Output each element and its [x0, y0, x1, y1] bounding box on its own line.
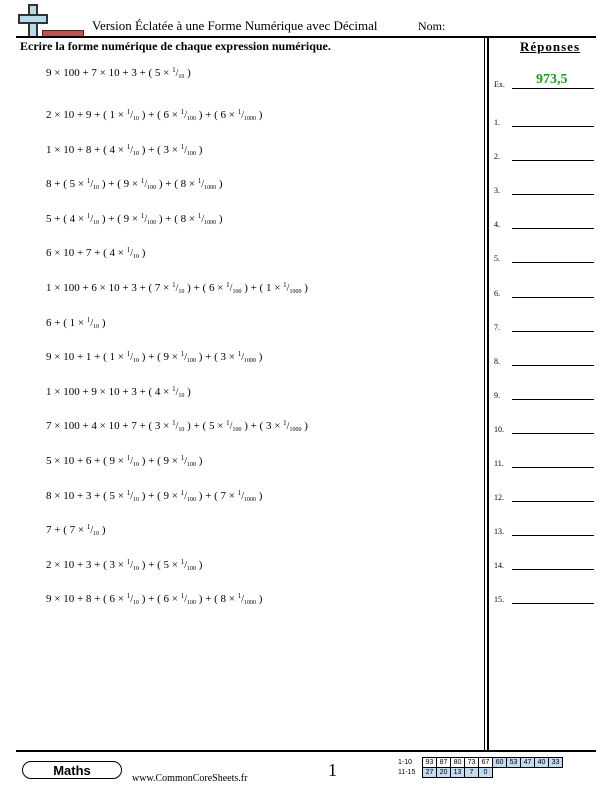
fraction-denominator: 10 — [93, 185, 100, 192]
expression-text: 5 + ( 4 × — [46, 212, 87, 225]
answer-row — [494, 352, 594, 366]
example-answer-label: Ex. — [494, 80, 505, 89]
expression-text: ) — [301, 420, 308, 433]
problem-expression — [46, 592, 262, 606]
answer-number: 2. — [494, 152, 500, 162]
answer-number: 15. — [494, 595, 504, 605]
fraction-numerator: 1 — [180, 592, 185, 601]
fraction-denominator: 100 — [187, 600, 197, 607]
fraction: $^1/_{10}$ — [126, 557, 140, 572]
fraction-denominator: 10 — [93, 531, 100, 538]
score-cell: 80 — [451, 758, 465, 768]
fraction: $^1/_{10}$ — [126, 592, 140, 607]
problem-expression — [46, 316, 106, 330]
fraction: $^1/_{10}$ — [86, 523, 100, 538]
fraction-denominator: 100 — [232, 427, 242, 434]
fraction-numerator: 1 — [180, 142, 185, 151]
expression-text: 2 × 10 + 3 + ( 3 × — [46, 558, 127, 571]
fraction-numerator: 1 — [180, 557, 185, 566]
fraction-denominator: 10 — [133, 600, 140, 607]
fraction-numerator: 1 — [86, 177, 91, 186]
answer-line[interactable] — [512, 569, 594, 570]
fraction: $^1/_{10}$ — [86, 315, 100, 330]
score-cell: 27 — [423, 768, 437, 778]
problem-expression — [46, 212, 223, 226]
fraction: $^1/_{10}$ — [172, 384, 185, 399]
expression-text: ) + ( 5 × — [139, 558, 181, 571]
logo-plus-horizontal — [18, 14, 48, 24]
answer-row — [494, 181, 594, 195]
fraction-denominator: 100 — [147, 219, 157, 226]
fraction: $^1/_{10}$ — [172, 66, 185, 80]
problem-expression — [46, 419, 308, 433]
expression-text: ) — [256, 489, 263, 502]
answer-line[interactable] — [512, 433, 594, 434]
fraction: $^1/_{1000}$ — [197, 211, 217, 226]
fraction: $^1/_{10}$ — [126, 350, 140, 365]
fraction-numerator: 1 — [126, 454, 131, 462]
fraction-numerator: 1 — [283, 419, 287, 428]
name-label: Nom: — [418, 19, 446, 33]
problem-expression — [46, 350, 262, 364]
problem-expression — [46, 454, 202, 468]
problem-expression — [46, 66, 191, 80]
answer-line[interactable] — [512, 228, 594, 229]
fraction-denominator: 100 — [187, 565, 197, 572]
expression-text: ) — [196, 455, 203, 467]
fraction-numerator: 1 — [126, 246, 131, 255]
fraction-numerator: 1 — [226, 281, 230, 289]
fraction-denominator: 1000 — [244, 600, 257, 607]
expression-text: ) — [196, 558, 203, 571]
expression-text: 2 × 10 + 9 + ( 1 × — [46, 109, 127, 121]
expression-text: 9 × 10 + 1 + ( 1 × — [46, 351, 127, 364]
footer-rule — [16, 750, 596, 752]
expression-text: ) + ( 3 × — [139, 143, 181, 156]
fraction-numerator: 1 — [226, 419, 230, 428]
fraction-denominator: 10 — [178, 392, 185, 399]
answer-row — [494, 590, 594, 604]
fraction-numerator: 1 — [126, 108, 131, 116]
score-row-label: 1-10 — [398, 759, 413, 766]
fraction-denominator: 1000 — [244, 358, 257, 365]
fraction: $^1/_{100}$ — [140, 177, 157, 192]
answers-divider-left — [484, 38, 485, 750]
answer-line[interactable] — [512, 535, 594, 536]
answer-number: 1. — [494, 118, 500, 127]
answer-row — [494, 113, 594, 127]
page-number: 1 — [328, 760, 337, 780]
logo — [16, 4, 70, 38]
fraction: $^1/_{10}$ — [126, 142, 140, 157]
answer-row — [494, 284, 594, 298]
fraction-numerator: 1 — [140, 177, 145, 186]
fraction: $^1/_{10}$ — [126, 108, 140, 122]
fraction: $^1/_{1000}$ — [237, 108, 257, 122]
answer-row — [494, 488, 594, 502]
expression-text: ) + ( 3 × — [196, 351, 238, 364]
expression-text: 5 × 10 + 6 + ( 9 × — [46, 455, 127, 467]
expression-text: ) — [216, 212, 223, 225]
answer-number: 14. — [494, 561, 504, 571]
fraction-denominator: 10 — [133, 116, 140, 122]
score-cell: 0 — [479, 768, 493, 778]
answer-line[interactable] — [512, 126, 594, 127]
fraction: $^1/_{100}$ — [180, 592, 197, 607]
answer-number: 4. — [494, 220, 500, 230]
answer-line[interactable] — [512, 297, 594, 298]
expression-text: ) + ( 1 × — [241, 282, 284, 294]
fraction: $^1/_{1000}$ — [237, 350, 257, 365]
answer-number: 10. — [494, 424, 504, 434]
fraction-denominator: 100 — [232, 289, 242, 295]
fraction: $^1/_{1000}$ — [283, 419, 302, 434]
header-rule — [16, 36, 596, 38]
answer-line — [512, 88, 594, 89]
answer-row — [494, 249, 594, 263]
fraction-numerator: 1 — [172, 66, 176, 74]
fraction: $^1/_{10}$ — [86, 211, 100, 226]
fraction-numerator: 1 — [126, 142, 131, 151]
fraction: $^1/_{10}$ — [86, 177, 100, 192]
fraction: $^1/_{100}$ — [226, 281, 242, 295]
expression-text: ) + ( 6 × — [139, 593, 181, 606]
answer-number: 11. — [494, 459, 504, 468]
fraction-numerator: 1 — [172, 384, 176, 393]
answer-number: 9. — [494, 390, 500, 400]
expression-text: ) + ( 9 × — [139, 351, 181, 364]
fraction-numerator: 1 — [86, 315, 91, 324]
fraction-numerator: 1 — [197, 177, 202, 186]
fraction-numerator: 1 — [180, 350, 185, 359]
fraction-numerator: 1 — [237, 350, 242, 359]
expression-text: ) — [184, 67, 191, 79]
answer-row — [494, 556, 594, 570]
answer-line[interactable] — [512, 194, 594, 195]
fraction-denominator: 1000 — [204, 219, 217, 226]
score-row-11-15 — [398, 768, 563, 778]
score-cell: 67 — [479, 758, 493, 768]
answer-row — [494, 522, 594, 536]
answers-divider-right — [487, 38, 489, 750]
fraction-denominator: 1000 — [244, 116, 257, 122]
fraction: $^1/_{10}$ — [126, 246, 140, 261]
fraction-numerator: 1 — [180, 454, 185, 462]
expression-text: 1 × 100 + 9 × 10 + 3 + ( 4 × — [46, 385, 173, 398]
fraction-numerator: 1 — [172, 419, 176, 428]
fraction-numerator: 1 — [86, 523, 91, 532]
score-cell: 73 — [465, 758, 479, 768]
fraction-numerator: 1 — [237, 592, 242, 601]
expression-text: ) — [216, 178, 223, 191]
answer-line[interactable] — [512, 331, 594, 332]
expression-text: ) + ( 9 × — [99, 178, 141, 191]
fraction: $^1/_{10}$ — [126, 488, 140, 503]
fraction-numerator: 1 — [237, 488, 242, 497]
expression-text: ) + ( 6 × — [139, 109, 181, 121]
expression-text: 7 + ( 7 × — [46, 524, 87, 537]
fraction-denominator: 10 — [133, 462, 140, 468]
score-cell: 60 — [493, 758, 507, 768]
fraction-denominator: 10 — [93, 219, 100, 226]
answer-number: 12. — [494, 493, 504, 503]
expression-text: 9 × 100 + 7 × 10 + 3 + ( 5 × — [46, 67, 173, 79]
answer-row — [494, 147, 594, 161]
fraction-numerator: 1 — [126, 557, 131, 566]
site-url: www.CommonCoreSheets.fr — [132, 773, 248, 784]
answer-line[interactable] — [512, 262, 594, 263]
score-cell: 93 — [423, 758, 437, 768]
score-cell: 7 — [465, 768, 479, 778]
expression-text: ) + ( 8 × — [156, 212, 198, 225]
expression-text: 1 × 100 + 6 × 10 + 3 + ( 7 × — [46, 282, 173, 294]
answer-line[interactable] — [512, 399, 594, 400]
expression-text: ) + ( 9 × — [139, 489, 181, 502]
fraction-denominator: 10 — [133, 496, 140, 503]
answer-number: 8. — [494, 356, 500, 366]
worksheet-title: Version Éclatée à une Forme Numérique avec Décimal — [92, 18, 378, 33]
score-cell: 40 — [535, 758, 549, 768]
fraction-numerator: 1 — [283, 281, 287, 289]
fraction: $^1/_{100}$ — [180, 488, 197, 503]
problem-expression — [46, 523, 106, 537]
fraction-numerator: 1 — [86, 211, 91, 220]
fraction-denominator: 10 — [93, 323, 100, 330]
expression-text: ) + ( 9 × — [99, 212, 141, 225]
expression-text: 6 + ( 1 × — [46, 316, 87, 329]
score-cell: 47 — [521, 758, 535, 768]
expression-text: 1 × 10 + 8 + ( 4 × — [46, 143, 127, 156]
fraction-denominator: 10 — [133, 254, 140, 261]
fraction-denominator: 100 — [187, 496, 197, 503]
answer-number: 3. — [494, 186, 500, 196]
fraction-denominator: 10 — [178, 74, 185, 80]
fraction: $^1/_{100}$ — [180, 350, 197, 365]
expression-text: ) — [256, 593, 263, 606]
problem-expression — [46, 108, 262, 122]
fraction-denominator: 100 — [187, 150, 197, 157]
fraction-denominator: 10 — [133, 150, 140, 157]
fraction: $^1/_{1000}$ — [237, 592, 257, 607]
expression-text: ) — [99, 524, 106, 537]
fraction-numerator: 1 — [140, 211, 145, 220]
fraction: $^1/_{10}$ — [172, 419, 185, 434]
fraction: $^1/_{100}$ — [180, 108, 197, 122]
fraction-denominator: 100 — [147, 185, 157, 192]
fraction-numerator: 1 — [197, 211, 202, 220]
fraction-denominator: 1000 — [244, 496, 257, 503]
expression-text: 8 + ( 5 × — [46, 178, 87, 191]
answer-row — [494, 215, 594, 229]
answer-row — [494, 386, 594, 400]
fraction-denominator: 10 — [178, 427, 185, 434]
answers-title: Réponses — [520, 39, 581, 54]
problem-expression — [46, 143, 202, 157]
score-cell: 33 — [549, 758, 563, 768]
score-cell: 53 — [507, 758, 521, 768]
answer-number: 13. — [494, 527, 504, 537]
fraction: $^1/_{100}$ — [140, 211, 157, 226]
answer-number: 5. — [494, 254, 500, 264]
fraction-numerator: 1 — [126, 350, 131, 359]
expression-text: ) + ( 5 × — [184, 420, 227, 433]
expression-text: ) + ( 7 × — [196, 489, 238, 502]
expression-text: ) + ( 8 × — [156, 178, 198, 191]
score-row-1-10 — [398, 758, 563, 768]
expression-text: ) — [99, 316, 106, 329]
answer-row — [494, 420, 594, 434]
expression-text: ) + ( 9 × — [139, 455, 181, 467]
expression-text: ) — [184, 385, 191, 398]
fraction-denominator: 1000 — [204, 185, 217, 192]
expression-text: ) + ( 6 × — [184, 282, 227, 294]
fraction-denominator: 1000 — [289, 289, 302, 295]
answer-number: 6. — [494, 288, 500, 298]
fraction-numerator: 1 — [126, 488, 131, 497]
problem-expression — [46, 385, 191, 399]
score-cell: 20 — [437, 768, 451, 778]
answer-line[interactable] — [512, 603, 594, 604]
fraction: $^1/_{100}$ — [180, 557, 197, 572]
expression-text: ) + ( 3 × — [241, 420, 284, 433]
expression-text: ) — [301, 282, 308, 294]
expression-text: 6 × 10 + 7 + ( 4 × — [46, 247, 127, 260]
score-table — [398, 757, 563, 778]
expression-text: ) + ( 8 × — [196, 593, 238, 606]
fraction-numerator: 1 — [237, 108, 242, 116]
fraction: $^1/_{1000}$ — [283, 281, 302, 295]
score-cell: 13 — [451, 768, 465, 778]
fraction-denominator: 100 — [187, 358, 197, 365]
problem-expression — [46, 246, 145, 260]
fraction-denominator: 1000 — [289, 427, 302, 434]
problem-expression — [46, 281, 308, 295]
answer-row — [494, 454, 594, 468]
answer-line[interactable] — [512, 501, 594, 502]
fraction-denominator: 10 — [178, 289, 185, 295]
fraction: $^1/_{10}$ — [126, 454, 140, 468]
fraction-numerator: 1 — [180, 108, 185, 116]
answer-line[interactable] — [512, 160, 594, 161]
subject-badge: Maths — [22, 761, 122, 779]
problem-expression — [46, 558, 202, 572]
expression-text: 8 × 10 + 3 + ( 5 × — [46, 489, 127, 502]
fraction-denominator: 10 — [133, 565, 140, 572]
fraction: $^1/_{10}$ — [172, 281, 185, 295]
problem-expression — [46, 177, 223, 191]
expression-text: ) — [256, 351, 263, 364]
fraction: $^1/_{100}$ — [180, 142, 197, 157]
expression-text: 9 × 10 + 8 + ( 6 × — [46, 593, 127, 606]
answer-number: 7. — [494, 322, 500, 332]
instructions: Ecrire la forme numérique de chaque expression numérique. — [20, 39, 331, 53]
expression-text: ) — [196, 143, 203, 156]
fraction-numerator: 1 — [126, 592, 131, 601]
fraction-numerator: 1 — [180, 488, 185, 497]
expression-text: ) — [256, 109, 263, 121]
problem-expression — [46, 489, 262, 503]
fraction-numerator: 1 — [172, 281, 176, 289]
fraction: $^1/_{100}$ — [180, 454, 197, 468]
score-row-label: 11-15 — [398, 769, 416, 776]
fraction: $^1/_{1000}$ — [197, 177, 217, 192]
expression-text: 7 × 100 + 4 × 10 + 7 + ( 3 × — [46, 420, 173, 433]
fraction-denominator: 10 — [133, 358, 140, 365]
answer-line[interactable] — [512, 467, 594, 468]
expression-text: ) — [139, 247, 146, 260]
fraction-denominator: 100 — [187, 116, 197, 122]
answer-line[interactable] — [512, 365, 594, 366]
fraction: $^1/_{100}$ — [226, 419, 242, 434]
example-answer: 973,5 — [536, 72, 568, 87]
fraction: $^1/_{1000}$ — [237, 488, 257, 503]
expression-text: ) + ( 6 × — [196, 109, 238, 121]
answer-row — [494, 318, 594, 332]
fraction-denominator: 100 — [187, 462, 197, 468]
score-cell: 87 — [437, 758, 451, 768]
